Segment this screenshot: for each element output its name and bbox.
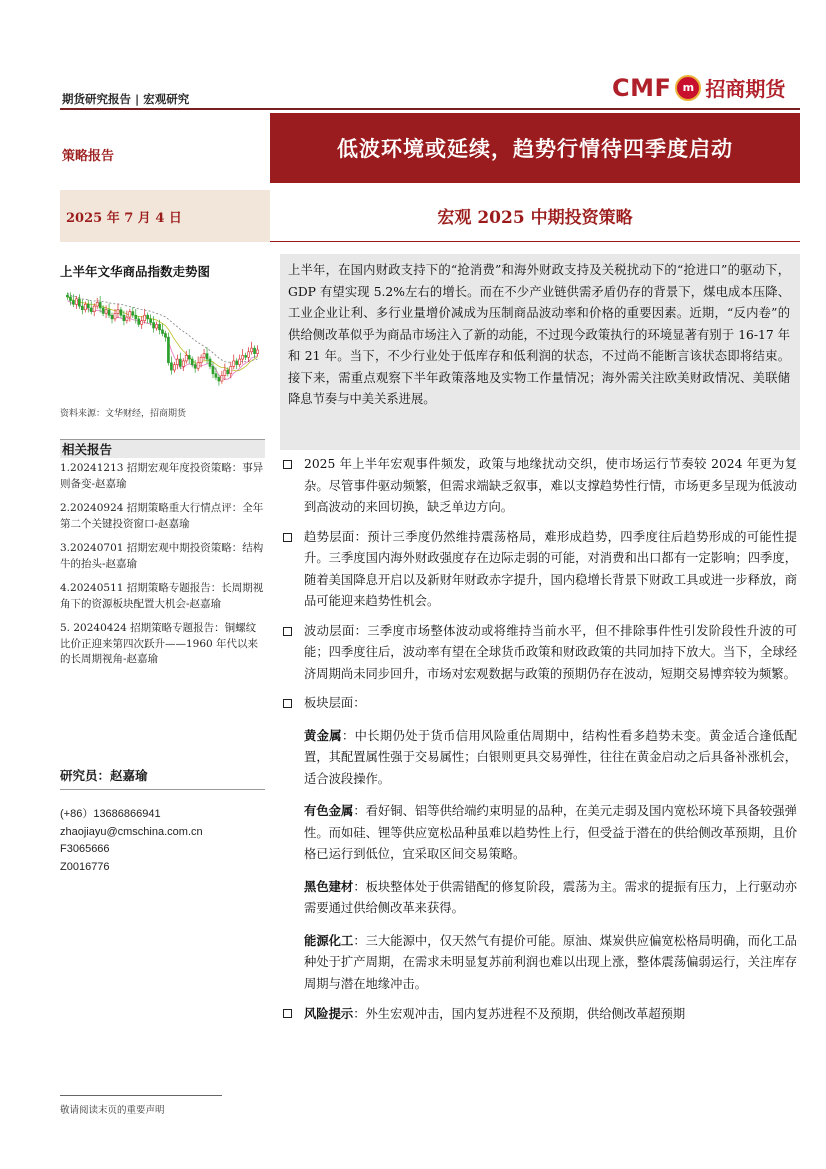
candle-body [129, 312, 131, 317]
candle-body [81, 306, 83, 310]
candle-body [141, 321, 143, 325]
candle-body [245, 355, 247, 357]
sector-energy: 能源化工：三大能源中，仅天然气有提价可能。原油、煤炭供应偏宽松格局明确，而化工品种处于扩产周期，在需求未明显复苏前利润也难以出现上涨，整体震荡偏弱运行，关注库存周期与潜在地缘冲击。 [304, 932, 797, 991]
candle-body [156, 324, 158, 328]
related-report-3[interactable]: 3.20240701 招期宏观中期投资策略：结构牛的抬头-赵嘉瑜 [60, 542, 264, 570]
license-investment: Z0016776 [60, 860, 110, 873]
candle-body [164, 334, 166, 338]
candle-body [221, 376, 223, 381]
candle-body [123, 315, 125, 320]
candle-body [203, 354, 205, 358]
title-band [270, 113, 800, 183]
related-report-1[interactable]: 1.20241213 招期宏观年度投资策略：事异则备变-赵嘉瑜 [60, 462, 264, 490]
chart-title: 上半年文华商品指数走势图 [60, 264, 211, 279]
candle-body [212, 366, 214, 373]
candle-body [105, 310, 107, 314]
analyst-email[interactable]: zhaojiayu@cmschina.com.cn [60, 825, 203, 838]
report-date: 2025 年 7 月 4 日 [66, 210, 182, 226]
candle-body [188, 355, 190, 359]
candle-body [254, 348, 256, 353]
candle-body [179, 359, 181, 366]
candle-body [102, 308, 104, 313]
candle-body [90, 308, 92, 312]
candle-body [120, 310, 122, 315]
candle-body [200, 357, 202, 362]
logo-seal-icon: m [675, 75, 701, 101]
logo-latin: CMF [612, 73, 672, 102]
candle-body [87, 304, 89, 308]
bullet-point: 波动层面：三季度市场整体波动或将维持当前水平，但不排除事件性引发阶段性升波的可能；四季度往后，波动率有望在全球货币政策和财政政策的共同加持下放大。当下，全球经济周期尚未同步回升，市场对宏观数据与政策的预期仍存在波动，短期交易博弈较为频繁。 [283, 621, 797, 686]
report-type-label: 期货研究报告 | 宏观研究 [62, 92, 190, 106]
candle-body [218, 377, 220, 381]
candle-body [69, 297, 71, 301]
candle-body [75, 299, 77, 304]
related-report-2[interactable]: 2.20240924 招期策略重大行情点评：全年第二个关键投资窗口-赵嘉瑜 [60, 502, 264, 530]
bullet-point: 趋势层面：预计三季度仍然维持震荡格局，难形成趋势，四季度往后趋势形成的可能性提升。三季度国内海外财政强度存在边际走弱的可能，对消费和出口都有一定影响；四季度，随着美国降息开启以及新财年财政赤字提升，国内稳增长背景下财政工具或进一步释放，商品可能迎来趋势性机会。 [283, 527, 797, 613]
candle-body [161, 330, 163, 334]
candle-body [158, 324, 160, 329]
candle-body [84, 304, 86, 309]
candle-body [185, 355, 187, 360]
candle-body [66, 295, 68, 297]
candle-body [242, 355, 244, 359]
bullet-point: 板块层面： [283, 693, 797, 715]
candle-body [96, 302, 98, 306]
risk-warning: 风险提示：外生宏观冲击，国内复苏进程不及预期，供给侧改革超预期 [283, 1003, 797, 1026]
header-divider [60, 108, 800, 110]
candle-body [197, 363, 199, 368]
related-report-4[interactable]: 4.20240511 招期策略专题报告：长周期视角下的资源板块配置大机会-赵嘉瑜 [60, 582, 264, 610]
sector-nonferrous: 有色金属：看好铜、铝等供给端约束明显的品种，在美元走弱及国内宽松环境下具备较强弹性。而如硅、锂等供应宽松品种虽难以趋势性上行，但受益于潜在的供给侧改革预期，且价格已运行到低位，宜采取区间交易策略。 [304, 803, 797, 861]
logo-chinese: 招商期货 [705, 77, 786, 101]
candle-body [236, 361, 238, 365]
company-logo [612, 73, 785, 102]
candle-body [191, 359, 193, 364]
report-title: 低波环境或延续，趋势行情待四季度启动 [337, 136, 733, 161]
candle-body [144, 315, 146, 320]
checkbox-square-icon [283, 533, 292, 542]
report-subtitle: 宏观 2025 中期投资策略 [437, 208, 633, 228]
candle-body [173, 365, 175, 370]
license-futures: F3065666 [60, 843, 110, 855]
candle-body [114, 313, 116, 318]
sector-ferrous: 黑色建材：板块整体处于供需错配的修复阶段，震荡为主。需求的提振有压力，上行驱动亦需要通过供给侧改革来获得。 [304, 878, 797, 915]
summary-box: 上半年，在国内财政支持下的“抢消费”和海外财政支持及关税扰动下的“抢进口”的驱动下，GDP 有望实现 5.2%左右的增长。而在不少产业链供需矛盾仍存的背景下，煤电成本压降、工业企业让利、多行业量增价减成为压制商品波动率和价格的重要因素。近期，“反内卷”的供给侧改革似乎为商品市场注入了新的动能，不过现今政策执行的环境显著有别于 16-17 年和 21 年。当下，不少行业处于低库存和低利润的状态，不过尚不能断言该状态即将结束。接下来，需重点观察下半年政策落地及实物工作量情况；海外需关注欧美财政情况、美联储降息节奏与中美关系进展。 [280, 254, 800, 450]
footer-divider [60, 1095, 222, 1096]
date-band [60, 190, 270, 242]
candle-body [78, 299, 80, 306]
subtitle-band [270, 190, 800, 242]
candle-body [227, 370, 229, 374]
sector-gold: 黄金属：中长期仍处于货币信用风险重估周期中，结构性看多趋势未变。黄金适合逢低配置，其配置属性强于交易属性；白银则更具交易弹性，往往在黄金启动之后具备补涨机会，适合波段操作。 [304, 727, 797, 786]
candle-body [194, 365, 196, 369]
candle-body [132, 312, 134, 316]
bullet-point: 2025 年上半年宏观事件频发，政策与地缘扰动交织，使市场运行节奏较 2024 年更为复杂。尽管事件驱动频繁，但需求端缺乏叙事，难以支撑趋势性行情，市场更多呈现为低波动到高波动的来回切换，缺乏单边方向。 [283, 454, 797, 519]
candle-body [182, 361, 184, 366]
candle-body [215, 374, 217, 378]
candle-body [93, 306, 95, 311]
candle-body [256, 350, 258, 354]
candle-body [72, 301, 74, 305]
footer-disclaimer: 敬请阅读末页的重要声明 [60, 1105, 165, 1116]
candle-body [224, 370, 226, 375]
related-report-5[interactable]: 5. 20240424 招期策略专题报告：铜螺纹比价正迎来第四次跃升——1960 年代以来的长周期视角-赵嘉瑜 [60, 622, 259, 665]
checkbox-square-icon [283, 627, 292, 636]
candle-body [176, 359, 178, 364]
checkbox-square-icon [283, 699, 292, 708]
candle-body [230, 366, 232, 373]
report-category: 策略报告 [62, 149, 115, 164]
candle-body [99, 302, 101, 307]
key-points [283, 446, 797, 1026]
candle-body [147, 315, 149, 319]
candle-body [111, 315, 113, 319]
candle-body [251, 348, 253, 352]
analyst-contact [60, 806, 203, 876]
analyst-heading: 研究员：赵嘉瑜 [60, 766, 265, 790]
candle-body [209, 359, 211, 366]
candle-body [239, 359, 241, 364]
candle-body [153, 323, 155, 328]
checkbox-square-icon [283, 1009, 292, 1018]
candle-body [135, 315, 137, 319]
candle-body [108, 310, 110, 315]
analyst-phone: (+86）13686866941 [60, 808, 161, 820]
candle-body [206, 354, 208, 359]
related-reports-list [60, 461, 266, 677]
chart-source: 资料来源：文华财经，招商期货 [60, 409, 187, 419]
candle-body [167, 337, 169, 363]
candle-body [138, 319, 140, 324]
candle-body [170, 363, 172, 370]
commodity-index-chart [60, 280, 265, 400]
moving-average-line [68, 301, 258, 380]
candle-body [126, 317, 128, 321]
related-reports-heading: 相关报告 [60, 439, 265, 458]
candle-body [150, 319, 152, 323]
checkbox-square-icon [283, 460, 292, 469]
candle-body [248, 352, 250, 357]
candle-body [117, 310, 119, 314]
candle-body [233, 361, 235, 366]
